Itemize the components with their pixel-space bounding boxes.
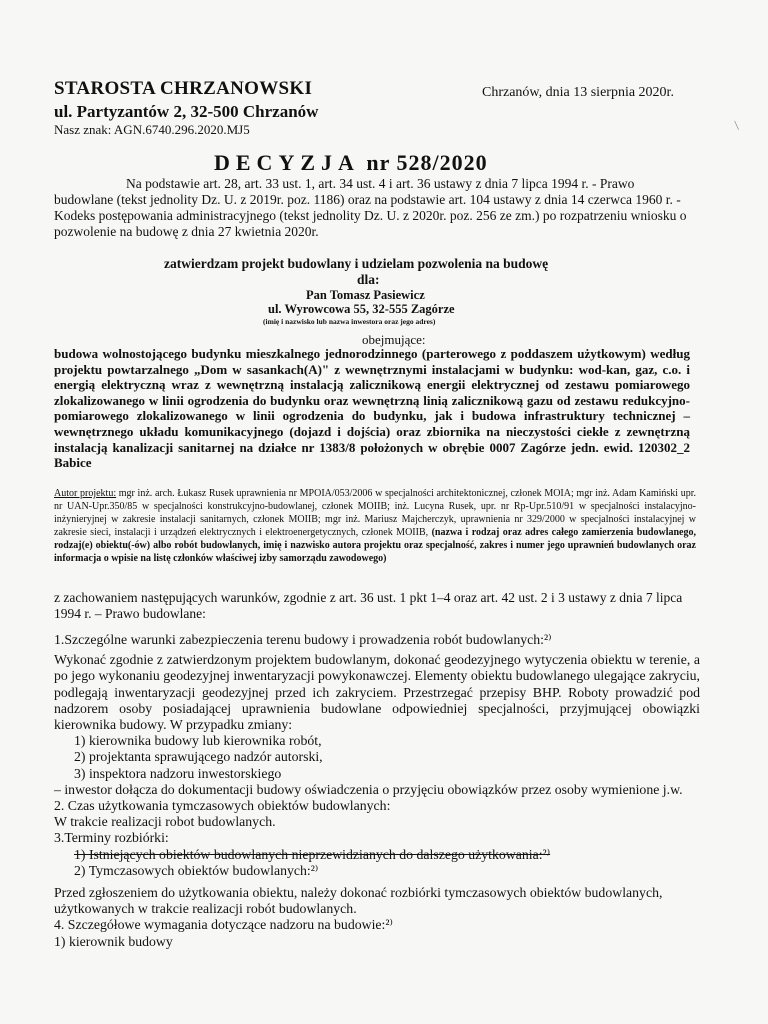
- section3-item-2: 2) Tymczasowych obiektów budowlanych:²⁾: [74, 862, 319, 878]
- investor-note: (imię i nazwisko lub nazwa inwestora oraz jego adres): [263, 317, 436, 326]
- section2-text: W trakcie realizacji robot budowlanych.: [54, 814, 276, 830]
- title-word: DECYZJA: [214, 150, 360, 175]
- authors-text: mgr inż. arch. Łukasz Rusek uprawnienia nr MPOIA/053/2006 w specjalności architektonicznej, członek MOIA; mgr inż. Adam Kamiński upr. nr UAN-Upr.350/85 w specjalności konstrukcyjno-budowlanej, członek MOIIB; inż. Lucyna Rusek, upr. nr Rp-Upr.510/91 w specjalności instalacyjno-inżynieryjnej w zakresie instalacji sanitarnych, członek MOIIB; mgr inż. Mariusz Majcherczyk, uprawnienia nr 329/2000 w specjalności instalacyjnej w zakresie sieci, instalacji i urządzeń elektrycznych i elektroenergetycznych, członek MOIIB,: [54, 488, 696, 538]
- office-address: ul. Partyzantów 2, 32-500 Chrzanów: [54, 102, 319, 121]
- place-date: Chrzanów, dnia 13 sierpnia 2020r.: [482, 85, 674, 100]
- section1-text: Wykonać zgodnie z zatwierdzonym projektem budowlanym, dokonać geodezyjnego wytyczenia obiektu w terenie, a po jego wykonaniu geodezyjnej inwentaryzacji powykonawczej. Elementy obiektu budowlanego ulegające zakryciu, podlegają inwentaryzacji geodezyjnej przed ich zakryciem. Przestrzegać przepisy BHP. Roboty prowadzić pod nadzorem osoby posiadającej uprawnienia budowlane odpowiedniej specjalności, przyjmującej obowiązki kierownika budowy. W przypadku zmiany:: [54, 652, 700, 733]
- section1-item-3: 3) inspektora nadzoru inwestorskiego: [74, 765, 282, 781]
- demolition-note: Przed zgłoszeniem do użytkowania obiektu, należy dokonać rozbiórki tymczasowych obiektów budowlanych, użytkowanych w trakcie realizacji robót budowlanych.: [54, 885, 663, 917]
- reference-number: Nasz znak: AGN.6740.296.2020.MJ5: [54, 122, 250, 137]
- section1-item-1: 1) kierownika budowy lub kierownika robót,: [74, 733, 322, 749]
- conditions-intro: z zachowaniem następujących warunków, zgodnie z art. 36 ust. 1 pkt 1–4 oraz art. 42 ust. 2 i 3 ustawy z dnia 7 lipca 1994 r. – Prawo budowlane:: [54, 590, 683, 621]
- section2-heading: 2. Czas użytkowania tymczasowych obiektów budowlanych:: [54, 798, 391, 814]
- office-name: STAROSTA CHRZANOWSKI: [54, 78, 313, 99]
- investor-name: Pan Tomasz Pasiewicz: [306, 288, 425, 302]
- approval-statement: zatwierdzam projekt budowlany i udzielam pozwolenia na budowę: [164, 256, 549, 271]
- section1-closing: – inwestor dołącza do dokumentacji budowy oświadczenia o przyjęciu obowiązków przez osoby wymienione j.w.: [54, 781, 683, 797]
- decision-title: [214, 150, 488, 176]
- section3-item-1: 1) Istniejących obiektów budowlanych nieprzewidzianych do dalszego użytkowania:²⁾: [74, 846, 551, 862]
- section1-heading: 1.Szczególne warunki zabezpieczenia terenu budowy i prowadzenia robót budowlanych:²⁾: [54, 632, 552, 647]
- section1-item-2: 2) projektanta sprawującego nadzór autorski,: [74, 749, 323, 765]
- conditions-body: [54, 632, 700, 950]
- investor-address: ul. Wyrowcowa 55, 32-555 Zagórze: [268, 302, 455, 316]
- authors-label: Autor projektu:: [54, 488, 117, 499]
- approval-for: dla:: [357, 272, 380, 287]
- section4-heading: 4. Szczegółowe wymagania dotyczące nadzoru na budowie:²⁾: [54, 917, 393, 933]
- project-authors: [54, 487, 696, 565]
- pen-mark: ∕: [730, 120, 744, 130]
- legal-basis: Na podstawie art. 28, art. 33 ust. 1, art. 34 ust. 4 i art. 36 ustawy z dnia 7 lipca 1994 r. - Prawo budowlane (tekst jednolity Dz. U. z 2019r. poz. 1186) oraz na podstawie art. 104 ustawy z dnia 14 czerwca 1960 r. - Kodeks postępowania administracyjnego (tekst jednolity Dz. U. z 2020r. poz. 256 ze zm.) po rozpatrzeniu wniosku o pozwolenie na budowę z dnia 27 kwietnia 2020r.: [54, 176, 687, 239]
- authors-note: (nazwa i rodzaj oraz adres całego zamierzenia budowlanego, rodzaj(e) obiektu(-ów) albo robót budowlanych, imię i nazwisko autora projektu oraz specjalność, zakres i numer jego uprawnień budowlanych oraz informacja o wpisie na listę członków właściwej izby samorządu zawodowego): [54, 527, 696, 564]
- scope-description: budowa wolnostojącego budynku mieszkalnego jednorodzinnego (parterowego z poddaszem użytkowym) według projektu powtarzalnego „Dom w sasankach(A)" z wewnętrznymi instalacjami w budynku: wod-kan, gaz, c.o. i energią elektryczną wraz z wewnętrzną instalacją zalicznikową energii elektrycznej od zestawu pomiarowego zlokalizowanego w linii ogrodzenia do budynku oraz wewnętrzną linią zalicznikową gazu od zestawu redukcyjno-pomiarowego zlokalizowanego w linii ogrodzenia do budynku, jak i budowa infrastruktury technicznej – wewnętrznego układu komunikacyjnego (dojazd i dojścia) oraz zbiornika na nieczystości ciekłe z zewnętrzną instalacją kanalizacji sanitarnej na działce nr 1383/8 położonych w obrębie 0007 Zagórze jedn. ewid. 120302_2 Babice: [54, 346, 690, 471]
- section4-item-1: 1) kierownik budowy: [54, 933, 173, 949]
- covering-label: obejmujące:: [362, 332, 426, 347]
- section3-heading: 3.Terminy rozbiórki:: [54, 830, 169, 846]
- title-number: nr 528/2020: [366, 150, 488, 175]
